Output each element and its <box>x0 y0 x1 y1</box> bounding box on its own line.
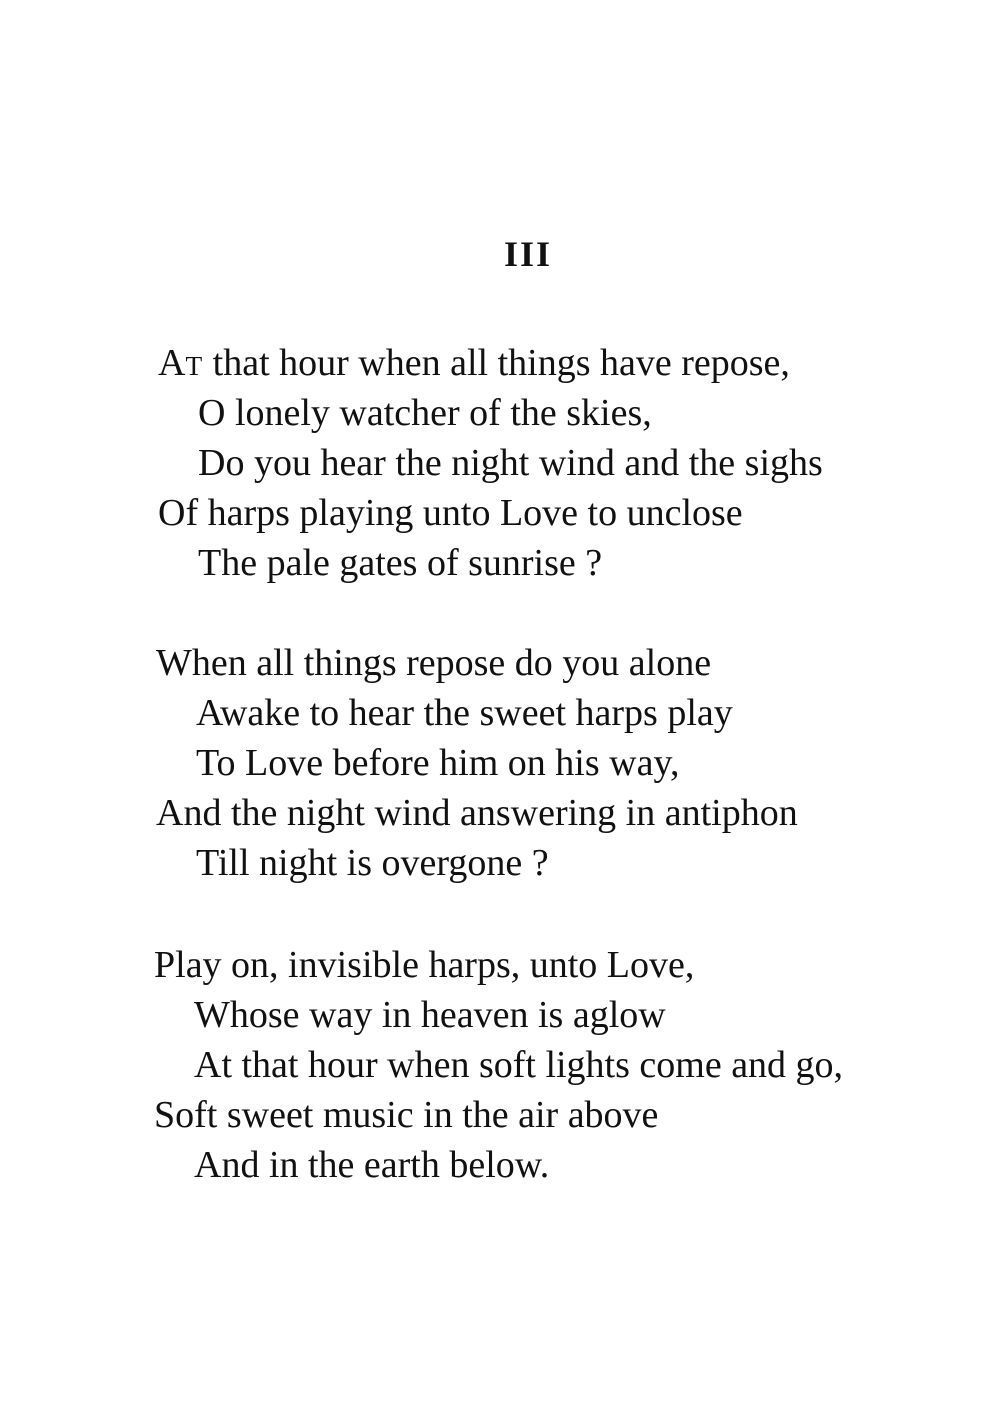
poem-line: Whose way in heaven is aglow <box>194 994 666 1036</box>
poem-line: And in the earth below. <box>194 1144 550 1186</box>
poem-line: O lonely watcher of the skies, <box>198 392 652 434</box>
poem-line: To Love before him on his way, <box>196 742 680 784</box>
poem-line: And the night wind answering in antiphon <box>156 792 798 834</box>
small-caps-letter: T <box>185 351 204 381</box>
poem-line: Till night is overgone ? <box>196 842 549 884</box>
section-numeral: III <box>503 234 553 274</box>
drop-initial: A <box>158 342 186 384</box>
poem-line: Soft sweet music in the air above <box>154 1094 659 1136</box>
poem-line: At that hour when soft lights come and go, <box>194 1044 844 1086</box>
poem-line <box>158 344 790 382</box>
poem-line: The pale gates of sunrise ? <box>198 542 603 584</box>
poem-line: Play on, invisible harps, unto Love, <box>154 944 695 986</box>
poem-line-text: that hour when all things have repose, <box>203 342 790 384</box>
poem-line: Awake to hear the sweet harps play <box>196 692 733 734</box>
poem-line: Do you hear the night wind and the sighs <box>198 442 823 484</box>
poem-line: Of harps playing unto Love to unclose <box>158 492 743 534</box>
poem-line: When all things repose do you alone <box>156 642 712 684</box>
